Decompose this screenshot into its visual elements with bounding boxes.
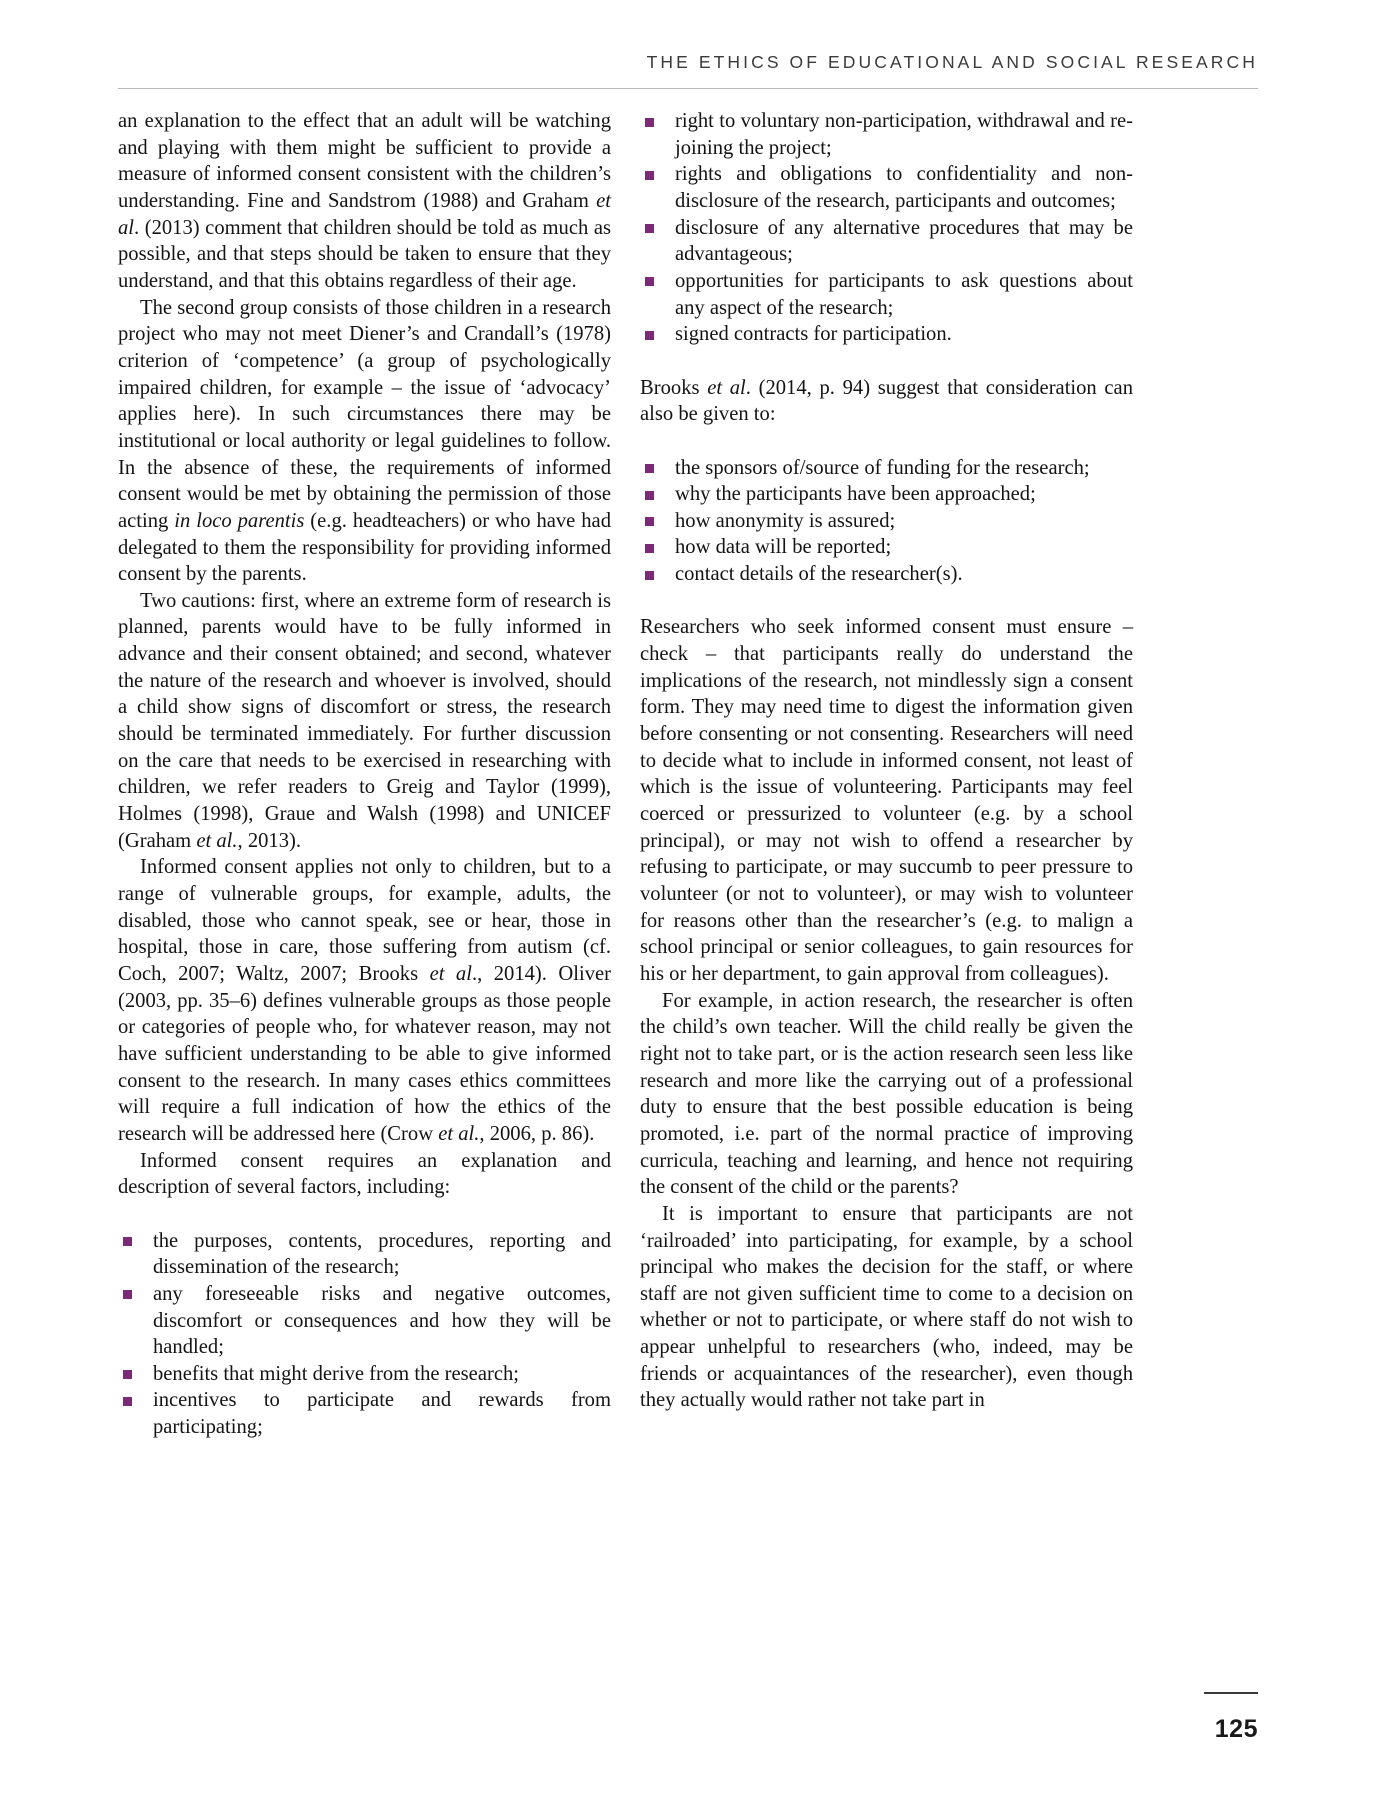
bullet-list-consent-factors bbox=[118, 1228, 611, 1441]
square-bullet-icon bbox=[123, 1397, 132, 1406]
list-item bbox=[640, 455, 1133, 482]
list-item bbox=[118, 1361, 611, 1388]
paragraph: Two cautions: first, where an extreme form of research is planned, parents would have to be fully informed in advance and their consent obtained; and second, whatever the nature of the research and whoever is involved, should a child show signs of discomfort or stress, the research should be terminated immediately. For further discussion on the care that needs to be exercised in researching with children, we refer readers to Greig and Taylor (1999), Holmes (1998), Graue and Walsh (1998) and UNICEF (Graham et al., 2013). bbox=[118, 589, 611, 852]
square-bullet-icon bbox=[645, 544, 654, 553]
square-bullet-icon bbox=[645, 224, 654, 233]
paragraph: an explanation to the effect that an adult will be watching and playing with them might be sufficient to provide a measure of informed consent consistent with the children’s understanding. Fine and Sandstrom (1988) and Graham et al. (2013) comment that children should be told as much as possible, and that steps should be taken to ensure that they understand, and that this obtains regardless of their age. bbox=[118, 110, 611, 292]
list-item-label: benefits that might derive from the research; bbox=[153, 1362, 519, 1385]
list-item-label: the purposes, contents, procedures, reporting and dissemination of the research; bbox=[153, 1229, 611, 1279]
square-bullet-icon bbox=[123, 1370, 132, 1379]
paragraph: Informed consent applies not only to children, but to a range of vulnerable groups, for example, adults, the disabled, those who cannot speak, see or hear, those in hospital, those in care, those suffering from autism (cf. Coch, 2007; Waltz, 2007; Brooks et al., 2014). Oliver (2003, pp. 35–6) defines vulnerable groups as those people or categories of people who, for whatever reason, may not have sufficient understanding to be able to give informed consent to the research. In many cases ethics committees will require a full indication of how the ethics of the research will be addressed here (Crow et al., 2006, p. 86). bbox=[118, 856, 611, 1145]
bullet-list-explanation-items bbox=[640, 108, 1133, 348]
list-item bbox=[640, 561, 1133, 588]
list-item-label: contact details of the researcher(s). bbox=[675, 563, 963, 586]
list-item-label: the sponsors of/source of funding for the research; bbox=[675, 456, 1090, 479]
lead-in-paragraph: Brooks et al. (2014, p. 94) suggest that consideration can also be given to: bbox=[640, 376, 1133, 426]
square-bullet-icon bbox=[123, 1237, 132, 1246]
left-column bbox=[118, 108, 611, 1441]
list-item-label: any foreseeable risks and negative outcomes, discomfort or consequences and how they will be handled; bbox=[153, 1282, 611, 1359]
list-item-label: incentives to participate and rewards from participating; bbox=[153, 1389, 611, 1439]
square-bullet-icon bbox=[645, 118, 654, 127]
running-header: THE ETHICS OF EDUCATIONAL AND SOCIAL RESEARCH bbox=[646, 52, 1258, 72]
square-bullet-icon bbox=[645, 331, 654, 340]
square-bullet-icon bbox=[123, 1290, 132, 1299]
list-item bbox=[640, 321, 1133, 348]
list-item-label: why the participants have been approached; bbox=[675, 483, 1036, 506]
paragraph: Informed consent requires an explanation and description of several factors, including: bbox=[118, 1149, 611, 1199]
list-item bbox=[118, 1387, 611, 1440]
square-bullet-icon bbox=[645, 491, 654, 500]
paragraph: It is important to ensure that participants are not ‘railroaded’ into participating, for example, by a school principal who makes the decision for the staff, or where staff are not given sufficient time to come to a decision on whether or not to participate, or where staff do not wish to appear unhelpful to researchers (who, indeed, may be friends or acquaintances of the researcher), even though they actually would rather not take part in bbox=[640, 1202, 1133, 1412]
paragraph: For example, in action research, the researcher is often the child’s own teacher. Will the child really be given the right not to take part, or is the action research seen less like research and more like the carrying out of a professional duty to ensure that the best possible education is being promoted, i.e. part of the normal practice of improving curricula, teaching and learning, and hence not requiring the consent of the child or the parents? bbox=[640, 989, 1133, 1199]
square-bullet-icon bbox=[645, 277, 654, 286]
spacer bbox=[640, 348, 1133, 375]
list-item-label: signed contracts for participation. bbox=[675, 323, 952, 346]
folio-rule bbox=[1204, 1692, 1258, 1694]
list-item bbox=[640, 215, 1133, 268]
header-rule bbox=[118, 88, 1258, 89]
list-item bbox=[640, 481, 1133, 508]
list-item-label: right to voluntary non-participation, withdrawal and re-joining the project; bbox=[675, 110, 1133, 159]
list-item bbox=[118, 1228, 611, 1281]
page-number: 125 bbox=[1214, 1715, 1258, 1743]
square-bullet-icon bbox=[645, 171, 654, 180]
list-item-label: rights and obligations to confidentiality and non-disclosure of the research, participants and outcomes; bbox=[675, 163, 1133, 212]
bullet-list-brooks-considerations bbox=[640, 455, 1133, 588]
list-item bbox=[640, 268, 1133, 321]
paragraph: The second group consists of those children in a research project who may not meet Diener’s and Crandall’s (1978) criterion of ‘competence’ (a group of psychologically impaired children, for example – the issue of ‘advocacy’ applies here). In such circumstances there may be institutional or local authority or legal guidelines to follow. In the absence of these, the requirements of informed consent would be met by obtaining the permission of those acting in loco parentis (e.g. headteachers) or who have had delegated to them the responsibility for providing informed consent by the parents. bbox=[118, 296, 611, 586]
list-item-label: opportunities for participants to ask questions about any aspect of the research; bbox=[675, 269, 1133, 319]
list-item bbox=[640, 508, 1133, 535]
list-item-label: disclosure of any alternative procedures that may be advantageous; bbox=[675, 216, 1133, 266]
square-bullet-icon bbox=[645, 464, 654, 473]
list-item-label: how anonymity is assured; bbox=[675, 509, 896, 532]
two-column-body bbox=[118, 108, 1258, 1468]
square-bullet-icon bbox=[645, 517, 654, 526]
list-item bbox=[640, 108, 1133, 161]
square-bullet-icon bbox=[645, 571, 654, 580]
right-column bbox=[640, 108, 1133, 1414]
list-item bbox=[118, 1281, 611, 1361]
list-item-label: how data will be reported; bbox=[675, 536, 892, 559]
paragraph: Researchers who seek informed consent must ensure – check – that participants really do understand the implications of the research, not mindlessly sign a consent form. They may need time to digest the information given before consenting or not consenting. Researchers will need to decide what to include in informed consent, not least of which is the issue of volunteering. Participants may feel coerced or pressurized to volunteer (e.g. by a school principal), or may not wish to offend a researcher by refusing to participate, or may succumb to peer pressure to volunteer (or not to volunteer), or may wish to volunteer for reasons other than the researcher’s (e.g. to malign a school principal or senior colleagues, to gain resources for his or her department, to gain approval from colleagues). bbox=[640, 616, 1133, 985]
list-item bbox=[640, 534, 1133, 561]
list-item bbox=[640, 161, 1133, 214]
